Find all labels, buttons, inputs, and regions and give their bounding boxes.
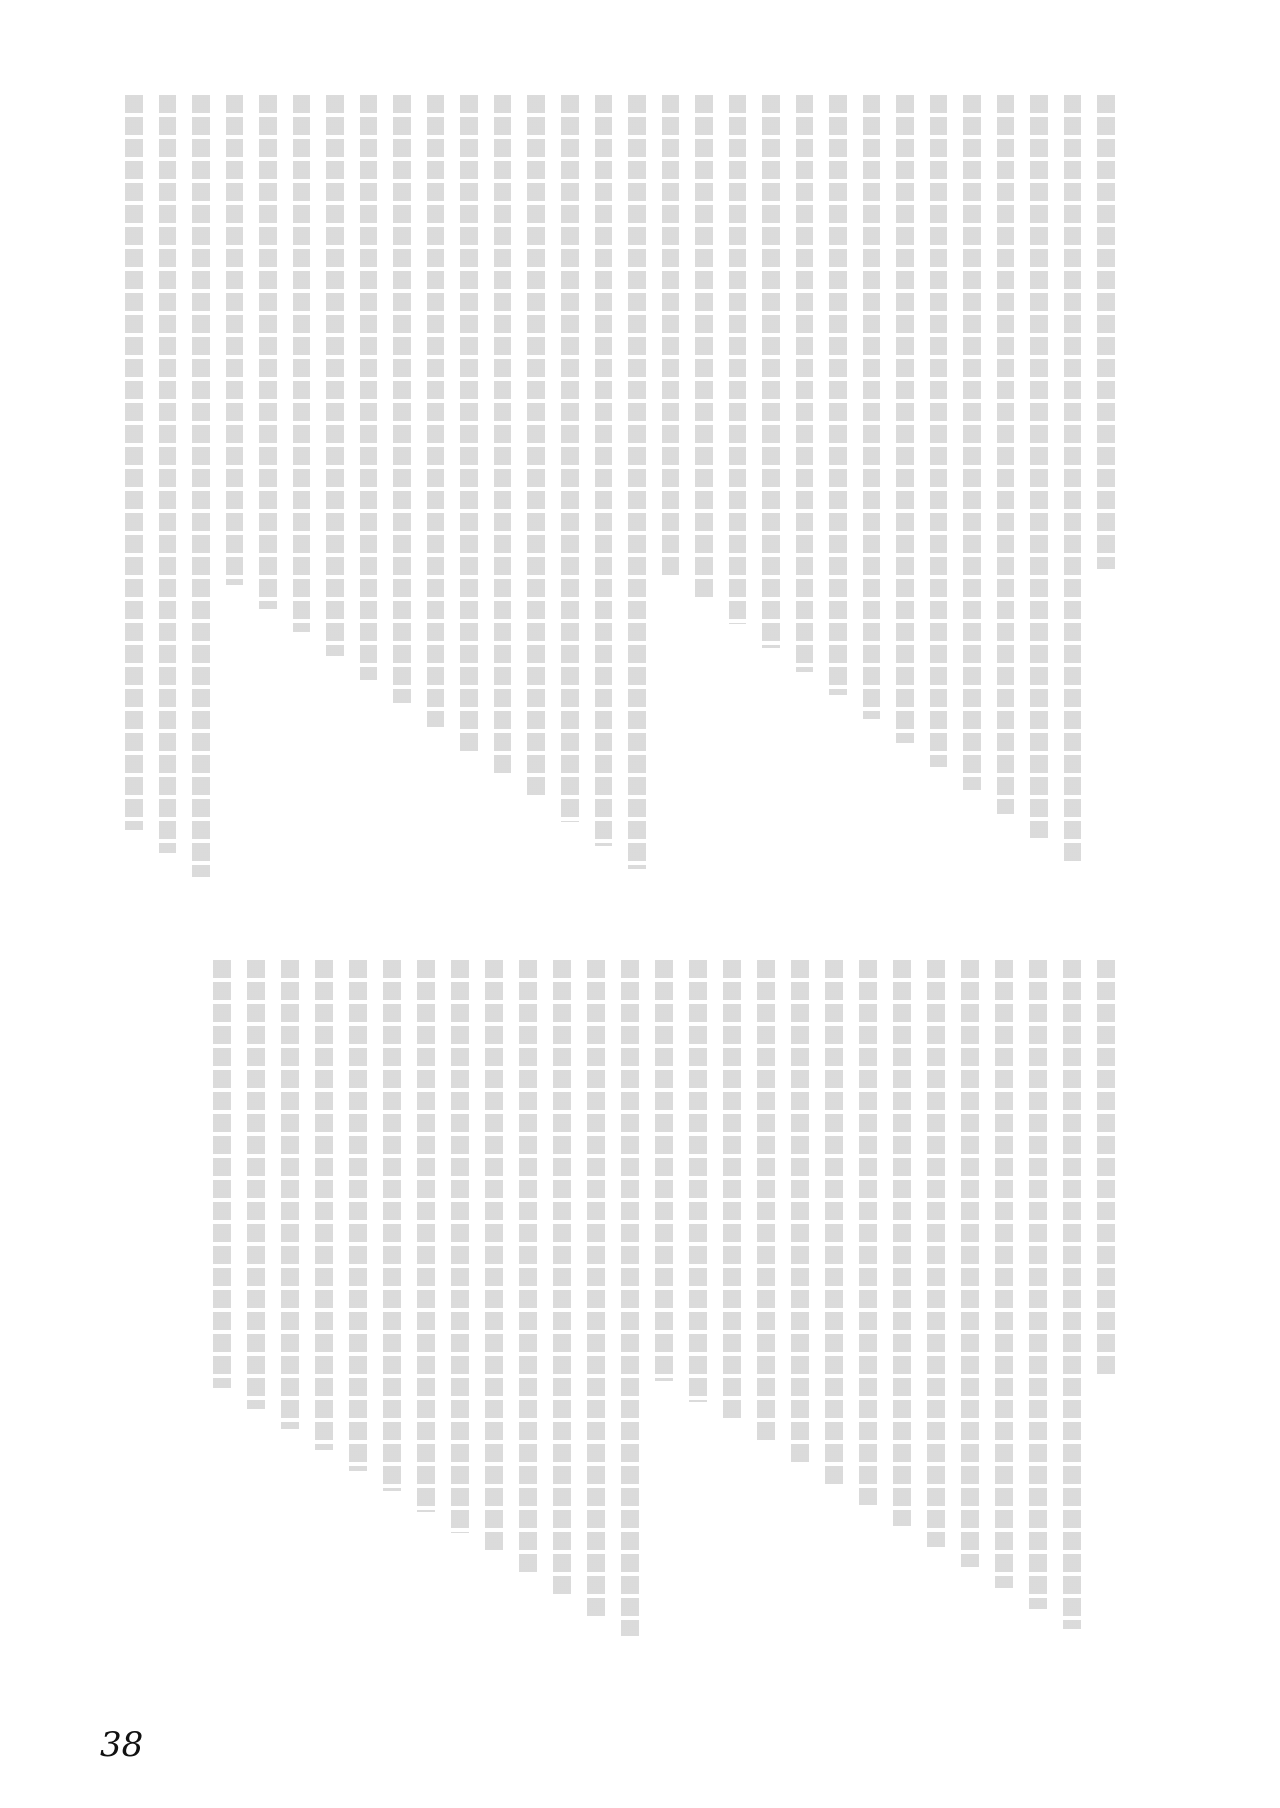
text-column-placeholder xyxy=(259,95,277,609)
text-column-placeholder xyxy=(1030,95,1048,838)
text-column-placeholder xyxy=(927,960,945,1547)
text-column-placeholder xyxy=(494,95,512,774)
text-column-placeholder xyxy=(1064,95,1082,861)
text-column-placeholder xyxy=(247,960,265,1409)
text-column-placeholder xyxy=(485,960,503,1553)
text-block-bottom xyxy=(140,960,1115,1650)
text-column-placeholder xyxy=(961,960,979,1567)
text-column-placeholder xyxy=(662,95,680,577)
text-column-placeholder xyxy=(349,960,367,1471)
text-column-placeholder xyxy=(655,960,673,1381)
text-column-placeholder xyxy=(995,960,1013,1588)
text-column-placeholder xyxy=(192,95,210,877)
text-column-placeholder xyxy=(723,960,741,1422)
text-column-placeholder xyxy=(383,960,401,1491)
text-column-placeholder xyxy=(527,95,545,798)
text-column-placeholder xyxy=(315,960,333,1450)
text-column-placeholder xyxy=(1063,960,1081,1629)
text-column-placeholder xyxy=(628,95,646,869)
text-column-placeholder xyxy=(757,960,775,1443)
text-column-placeholder xyxy=(997,95,1015,814)
text-column-placeholder xyxy=(729,95,747,624)
page-number: 38 xyxy=(100,1725,144,1765)
text-column-placeholder xyxy=(393,95,411,703)
text-column-placeholder xyxy=(863,95,881,719)
text-column-placeholder xyxy=(762,95,780,648)
text-block-top xyxy=(125,95,1115,885)
text-column-placeholder xyxy=(1097,960,1115,1374)
text-column-placeholder xyxy=(561,95,579,822)
text-column-placeholder xyxy=(963,95,981,790)
text-column-placeholder xyxy=(226,95,244,585)
text-column-placeholder xyxy=(930,95,948,767)
text-column-placeholder xyxy=(451,960,469,1533)
text-column-placeholder xyxy=(326,95,344,656)
text-column-placeholder xyxy=(159,95,177,853)
text-column-placeholder xyxy=(621,960,639,1636)
text-column-placeholder xyxy=(825,960,843,1484)
text-column-placeholder xyxy=(460,95,478,751)
text-column-placeholder xyxy=(1029,960,1047,1609)
text-column-placeholder xyxy=(1097,95,1115,569)
text-column-placeholder xyxy=(893,960,911,1526)
text-column-placeholder xyxy=(587,960,605,1616)
text-column-placeholder xyxy=(791,960,809,1464)
text-column-placeholder xyxy=(896,95,914,743)
text-column-placeholder xyxy=(213,960,231,1388)
text-column-placeholder xyxy=(689,960,707,1402)
text-column-placeholder xyxy=(281,960,299,1429)
text-column-placeholder xyxy=(427,95,445,727)
text-column-placeholder xyxy=(125,95,143,830)
text-column-placeholder xyxy=(695,95,713,601)
text-column-placeholder xyxy=(293,95,311,632)
text-column-placeholder xyxy=(553,960,571,1595)
text-column-placeholder xyxy=(796,95,814,672)
text-column-placeholder xyxy=(417,960,435,1512)
text-column-placeholder xyxy=(859,960,877,1505)
text-column-placeholder xyxy=(360,95,378,680)
text-column-placeholder xyxy=(829,95,847,695)
text-column-placeholder xyxy=(595,95,613,846)
text-column-placeholder xyxy=(519,960,537,1574)
